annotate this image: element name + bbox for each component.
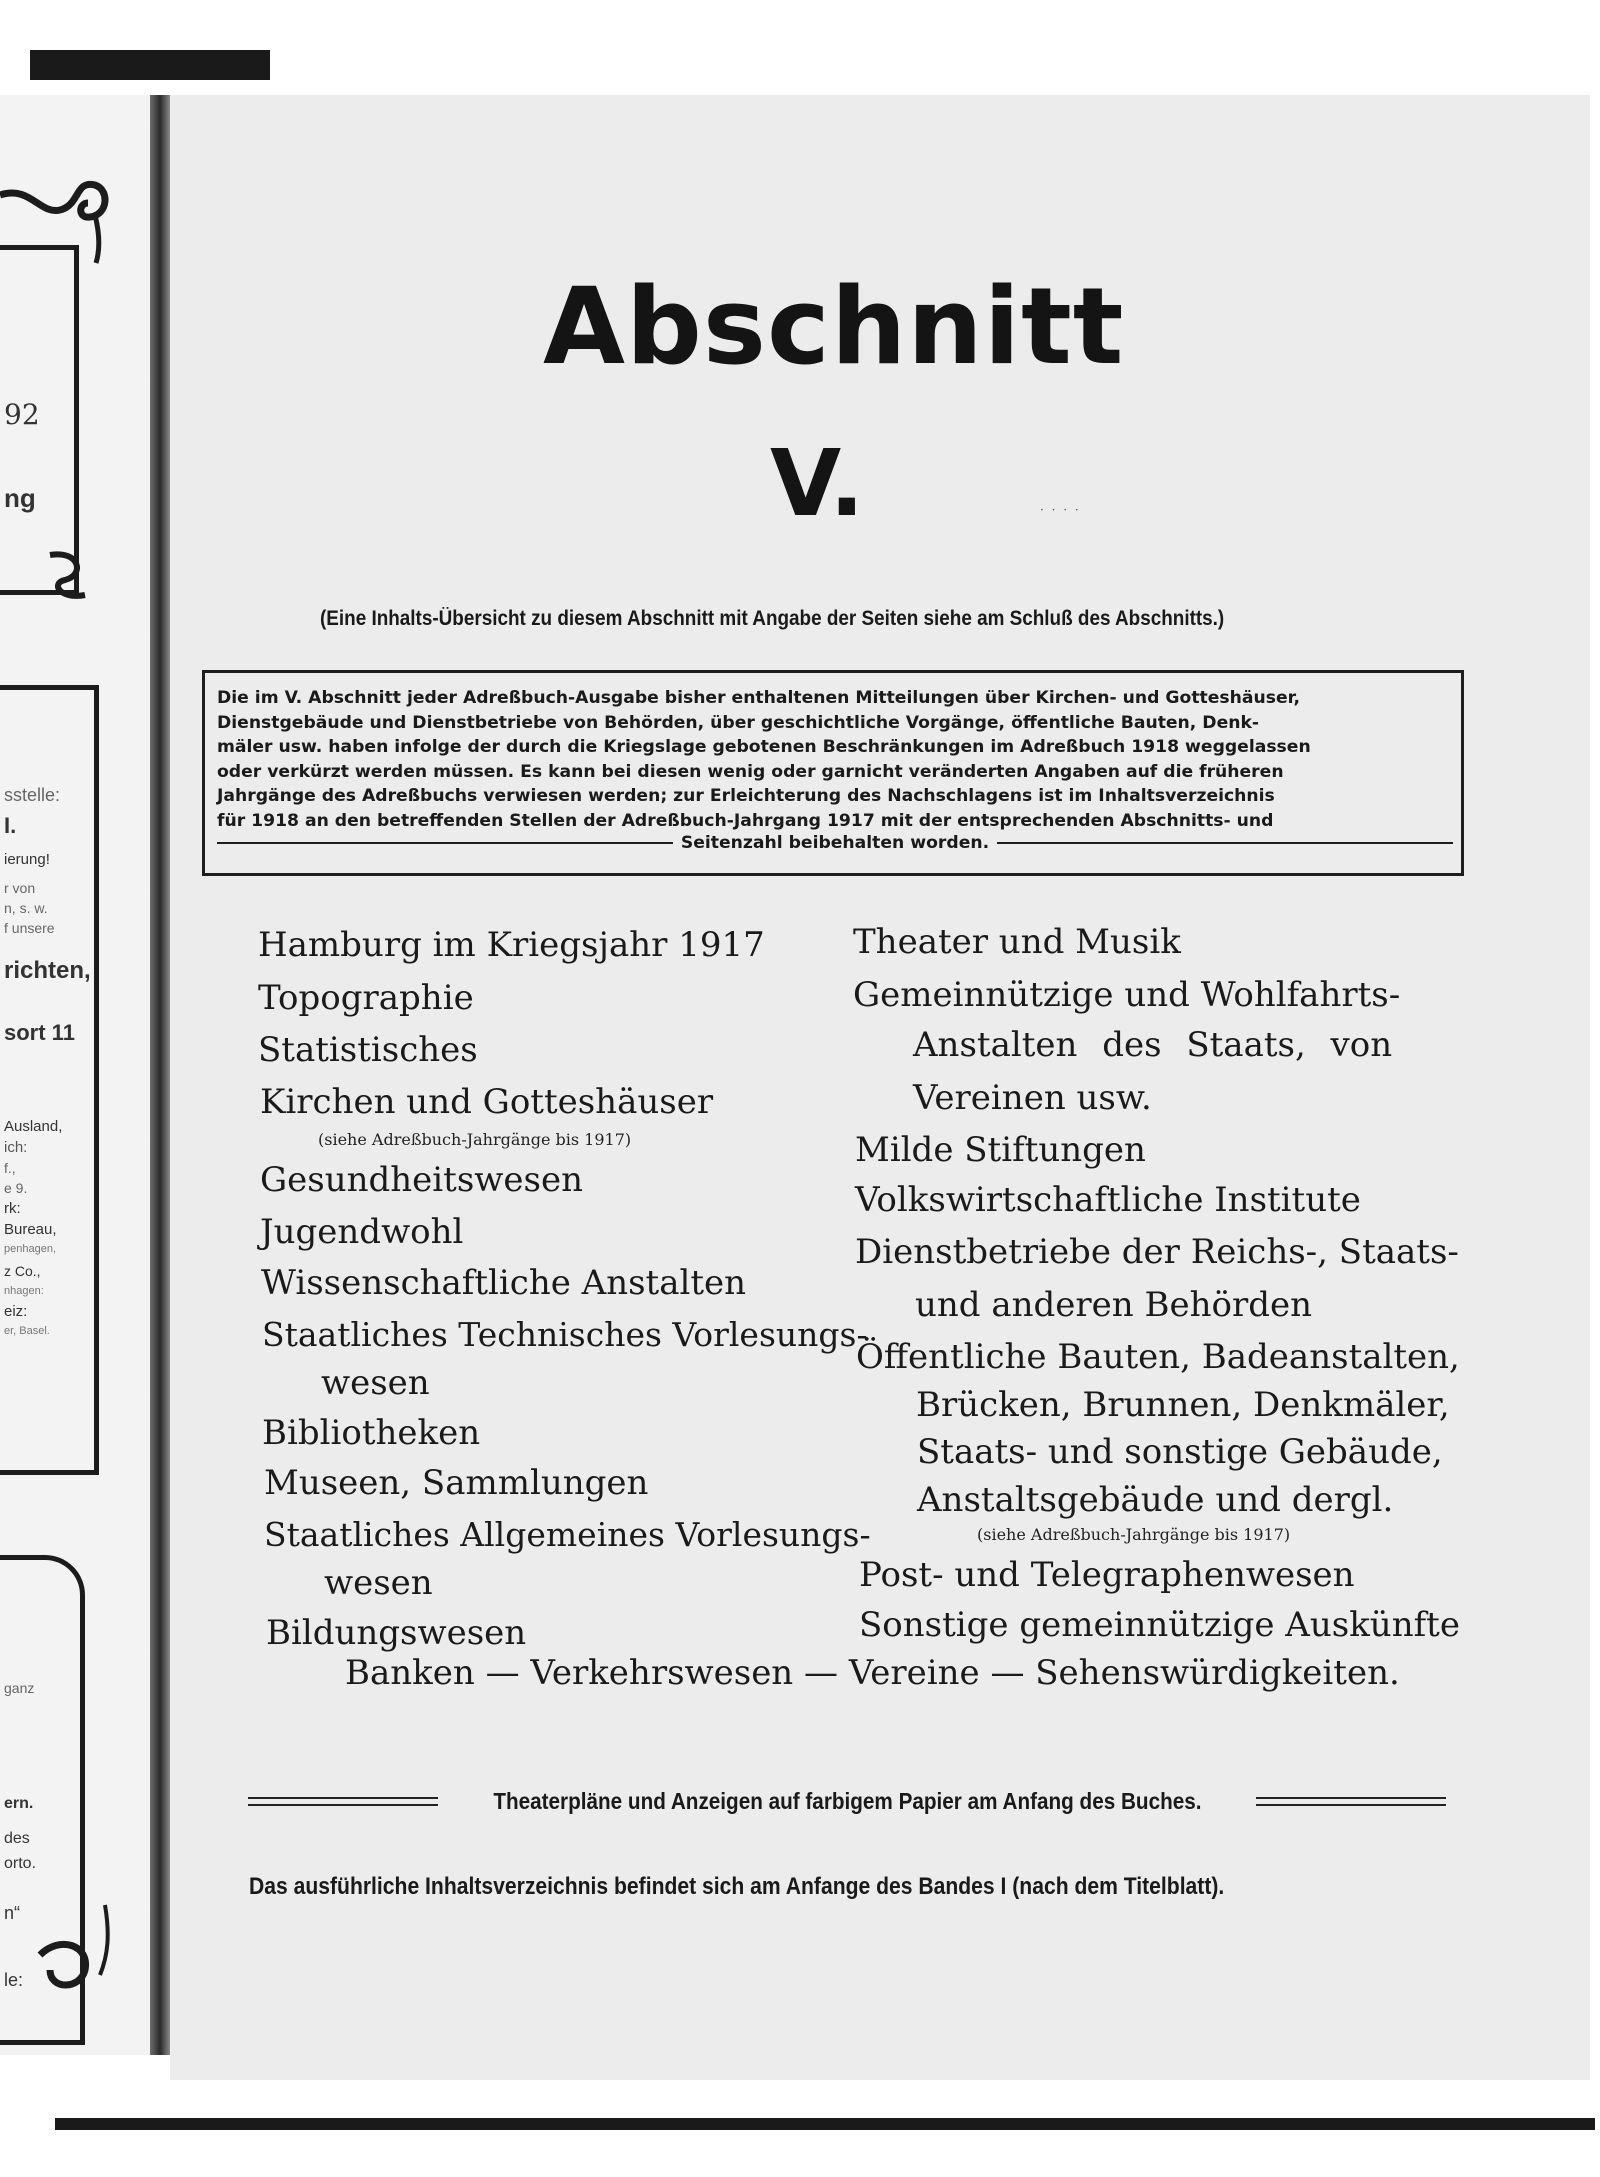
contents-entry: Brücken, Brunnen, Denkmäler, [916, 1385, 1450, 1425]
contents-entry: Sonstige gemeinnützige Auskünfte [859, 1605, 1460, 1645]
fragment-text: sort 11 [4, 1020, 75, 1045]
contents-entry: Bildungswesen [266, 1613, 527, 1653]
double-rule-right [1256, 1797, 1446, 1806]
contents-entry: Wissenschaftliche Anstalten [261, 1263, 747, 1303]
notice-rule-right [997, 842, 1453, 844]
fragment-text: 92 [4, 398, 40, 431]
fragment-text: Bureau, [4, 1221, 57, 1238]
fragment-text: ich: [4, 1139, 28, 1156]
fragment-text: n, s. w. [4, 900, 48, 916]
contents-entry: Gesundheitswesen [260, 1160, 583, 1200]
contents-entry: Bibliotheken [262, 1413, 481, 1453]
notice-line: Dienstgebäude und Dienstbetriebe von Behörden, über geschichtliche Vorgänge, öffentliche Bauten, Denk- [217, 712, 1260, 733]
section-subtitle: (Eine Inhalts-Übersicht zu diesem Abschnitt mit Angabe der Seiten siehe am Schluß des Abschnitts.) [320, 607, 1225, 630]
scan-edge-top [30, 50, 270, 80]
contents-entry: Post- und Telegraphenwesen [859, 1555, 1355, 1595]
footer-note-index: Das ausführliche Inhaltsverzeichnis befindet sich am Anfange des Bandes I (nach dem Titelblatt). [249, 1873, 1225, 1900]
fragment-text: penhagen, [4, 1243, 56, 1255]
fragment-text: Ausland, [4, 1118, 63, 1135]
fragment-text: des [4, 1830, 30, 1847]
fragment-text: ierung! [4, 851, 50, 868]
book-spine [150, 95, 170, 2055]
fragment-text: sstelle: [4, 785, 61, 805]
notice-line: mäler usw. haben infolge der durch die Kriegslage gebotenen Beschränkungen im Adreßbuch 1918 weggelassen [217, 737, 1311, 758]
contents-entry: Staatliches Technisches Vorlesungs- [262, 1315, 868, 1354]
contents-entry: Statistisches [258, 1030, 478, 1070]
notice-rule-left [217, 842, 673, 844]
notice-text [217, 686, 1453, 834]
fragment-text: nhagen: [4, 1285, 44, 1297]
double-rule-left [248, 1797, 438, 1806]
ornament-scroll-icon [40, 545, 100, 605]
contents-entry: Museen, Sammlungen [264, 1463, 649, 1503]
contents-entry: Anstaltsgebäude und dergl. [917, 1480, 1394, 1520]
fragment-text: ern. [4, 1795, 34, 1812]
contents-entry: Staatliches Allgemeines Vorlesungs- [264, 1515, 871, 1554]
contents-entry: Staats- und sonstige Gebäude, [917, 1432, 1443, 1472]
contents-entry: wesen [321, 1363, 430, 1403]
fragment-text: f., [4, 1160, 16, 1176]
fragment-text: e 9. [4, 1180, 28, 1196]
ink-speck: · · · · [1040, 503, 1081, 517]
fragment-text: er, Basel. [4, 1325, 50, 1337]
fragment-text: n“ [4, 1903, 21, 1923]
contents-entry: Öffentliche Bauten, Badeanstalten, [856, 1337, 1460, 1377]
notice-line: oder verkürzt werden müssen. Es kann bei diesen wenig oder garnicht veränderten Angaben auf die früheren [217, 761, 1284, 782]
contents-entry: wesen [324, 1563, 433, 1603]
contents-note: (siehe Adreßbuch-Jahrgänge bis 1917) [318, 1130, 632, 1149]
contents-entry: Topographie [258, 978, 474, 1018]
fragment-text: le: [4, 1970, 24, 1990]
contents-entry: Hamburg im Kriegsjahr 1917 [258, 925, 765, 965]
fragment-text: f unsere [4, 920, 55, 936]
contents-entry: Theater und Musik [853, 922, 1181, 962]
footer-note-theater-text: Theaterpläne und Anzeigen auf farbigem Papier am Anfang des Buches. [492, 1788, 1202, 1814]
fragment-text: I. [4, 813, 17, 838]
fragment-text: z Co., [4, 1263, 41, 1279]
contents-entry: Anstalten des Staats, von [913, 1025, 1393, 1065]
fragment-text: ng [4, 483, 36, 513]
contents-entry: Gemeinnützige und Wohlfahrts- [853, 975, 1401, 1015]
fragment-text: richten, [4, 957, 91, 984]
contents-entry: Vereinen usw. [913, 1078, 1152, 1118]
contents-entry: und anderen Behörden [915, 1285, 1313, 1325]
section-numeral: V. [770, 430, 865, 537]
contents-summary-line: Banken — Verkehrswesen — Vereine — Sehenswürdigkeiten. [345, 1653, 1400, 1693]
notice-closing [217, 833, 1453, 853]
fragment-text: rk: [4, 1200, 21, 1217]
fragment-text: orto. [4, 1855, 37, 1872]
contents-entry: Volkswirtschaftliche Institute [855, 1180, 1361, 1220]
scan-edge-bottom [55, 2118, 1595, 2130]
contents-entry: Milde Stiftungen [855, 1130, 1146, 1170]
notice-line: für 1918 an den betreffenden Stellen der Adreßbuch-Jahrgang 1917 mit der entsprechenden Abschnitts- und [217, 810, 1274, 831]
fragment-text: ganz [4, 1680, 35, 1696]
contents-entry: Jugendwohl [260, 1212, 464, 1252]
contents-entry: Kirchen und Gotteshäuser [260, 1082, 714, 1122]
notice-box [202, 670, 1464, 876]
notice-closing-text: Seitenzahl beibehalten worden. [680, 833, 990, 853]
notice-line: Die im V. Abschnitt jeder Adreßbuch-Ausgabe bisher enthaltenen Mitteilungen über Kirchen- und Gotteshäuser, [217, 688, 1301, 708]
contents-entry: Dienstbetriebe der Reichs-, Staats- [855, 1232, 1459, 1272]
fragment-text: r von [4, 880, 36, 896]
page-title: Abschnitt [543, 265, 1125, 388]
facing-page-fragment [0, 95, 153, 2055]
contents-note: (siehe Adreßbuch-Jahrgänge bis 1917) [977, 1525, 1291, 1544]
ornament-bottom-icon [30, 1895, 120, 2005]
footer-note-theater [248, 1788, 1446, 1815]
fragment-text: eiz: [4, 1303, 28, 1320]
notice-line: Jahrgänge des Adreßbuchs verwiesen werden; zur Erleichterung des Nachschlagens ist im Inhaltsverzeichnis [217, 786, 1275, 807]
